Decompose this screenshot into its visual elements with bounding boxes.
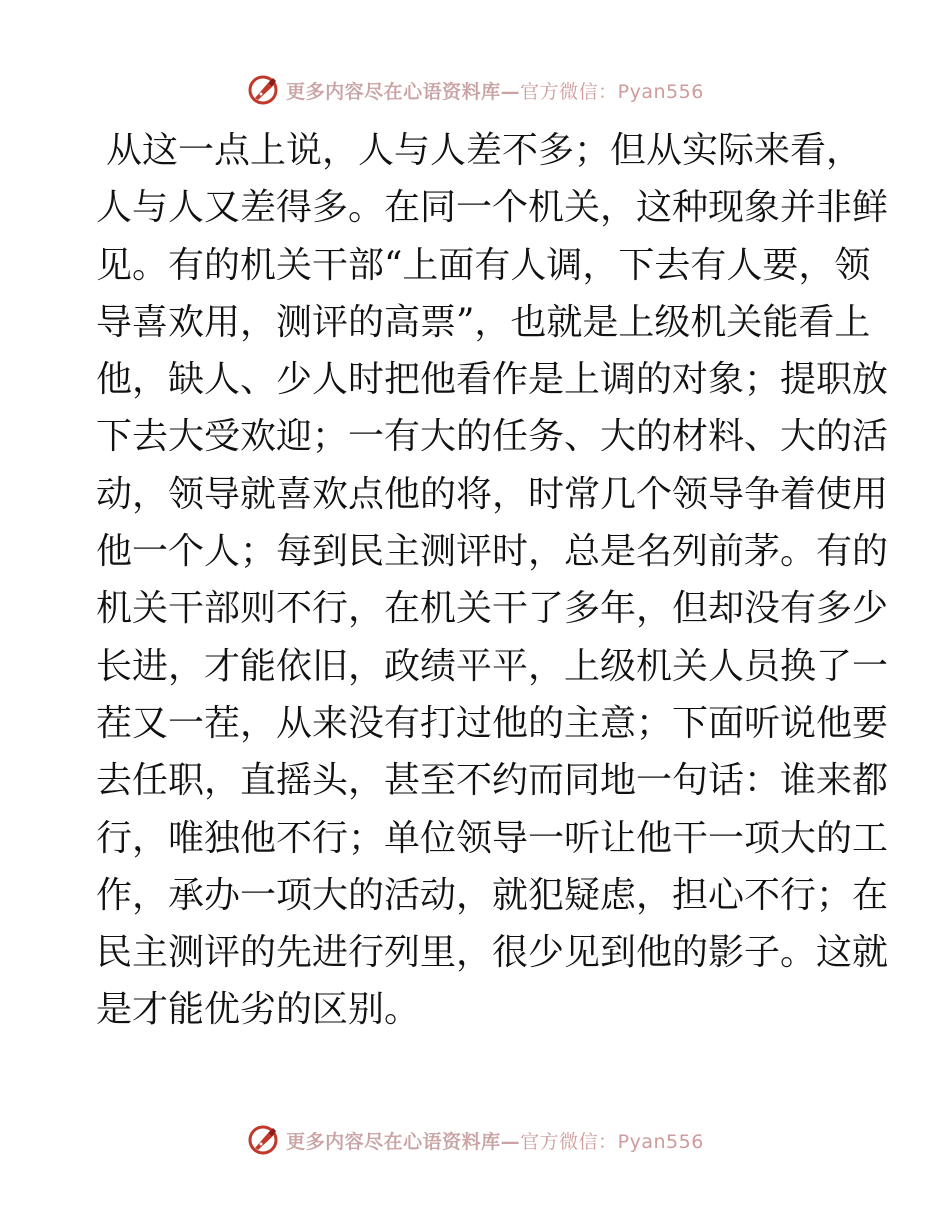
paragraph-line: 从这一点上说，人与人差不多；但从实际来看，: [106, 130, 863, 171]
banner-wechat: 官方微信：Pyan556: [520, 80, 704, 103]
paragraph-line: 下去大受欢迎；一有大的任务、大的材料、大的活: [96, 416, 889, 458]
pen-nib-logo-icon: [246, 1123, 280, 1157]
paragraph-line: 他，缺人、少人时把他看作是上调的对象；提职放: [96, 359, 889, 401]
paragraph-line: 机关干部则不行，在机关干了多年，但却没有多少: [96, 588, 889, 630]
paragraph-line: 是才能优劣的区别。: [96, 989, 421, 1031]
banner-wechat: 官方微信：Pyan556: [520, 1130, 704, 1153]
paragraph-line: 人与人又差得多。在同一个机关，这种现象并非鲜: [96, 187, 889, 229]
paragraph-line: 动，领导就喜欢点他的将，时常几个领导争着使用: [96, 473, 889, 515]
paragraph-line: 行，唯独他不行；单位领导一听让他干一项大的工: [96, 817, 889, 859]
paragraph-line: 见。有的机关干部“上面有人调，下去有人要，领: [96, 244, 871, 286]
banner-dash: —: [500, 80, 521, 103]
banner-dash: —: [500, 1130, 521, 1153]
paragraph-line: 去任职，直摇头，甚至不约而同地一句话：谁来都: [96, 760, 889, 802]
banner-text: [286, 77, 704, 104]
pen-nib-logo-icon: [246, 73, 280, 107]
banner-title: 更多内容尽在心语资料库: [286, 80, 501, 103]
paragraph-line: 他一个人；每到民主测评时，总是名列前茅。有的: [96, 531, 889, 573]
paragraph-line: 茬又一茬，从来没有打过他的主意；下面听说他要: [96, 702, 889, 744]
document-paragraph: [96, 122, 889, 1039]
paragraph-line: 长进，才能依旧，政绩平平，上级机关人员换了一: [96, 645, 889, 687]
paragraph-line: 导喜欢用，测评的高票”，也就是上级机关能看上: [96, 301, 871, 343]
footer-banner: [0, 1120, 950, 1160]
paragraph-line: 民主测评的先进行列里，很少见到他的影子。这就: [96, 932, 889, 974]
header-banner: [0, 70, 950, 110]
banner-title: 更多内容尽在心语资料库: [286, 1130, 501, 1153]
paragraph-line: 作，承办一项大的活动，就犯疑虑，担心不行；在: [96, 874, 889, 916]
banner-text: [286, 1127, 704, 1154]
